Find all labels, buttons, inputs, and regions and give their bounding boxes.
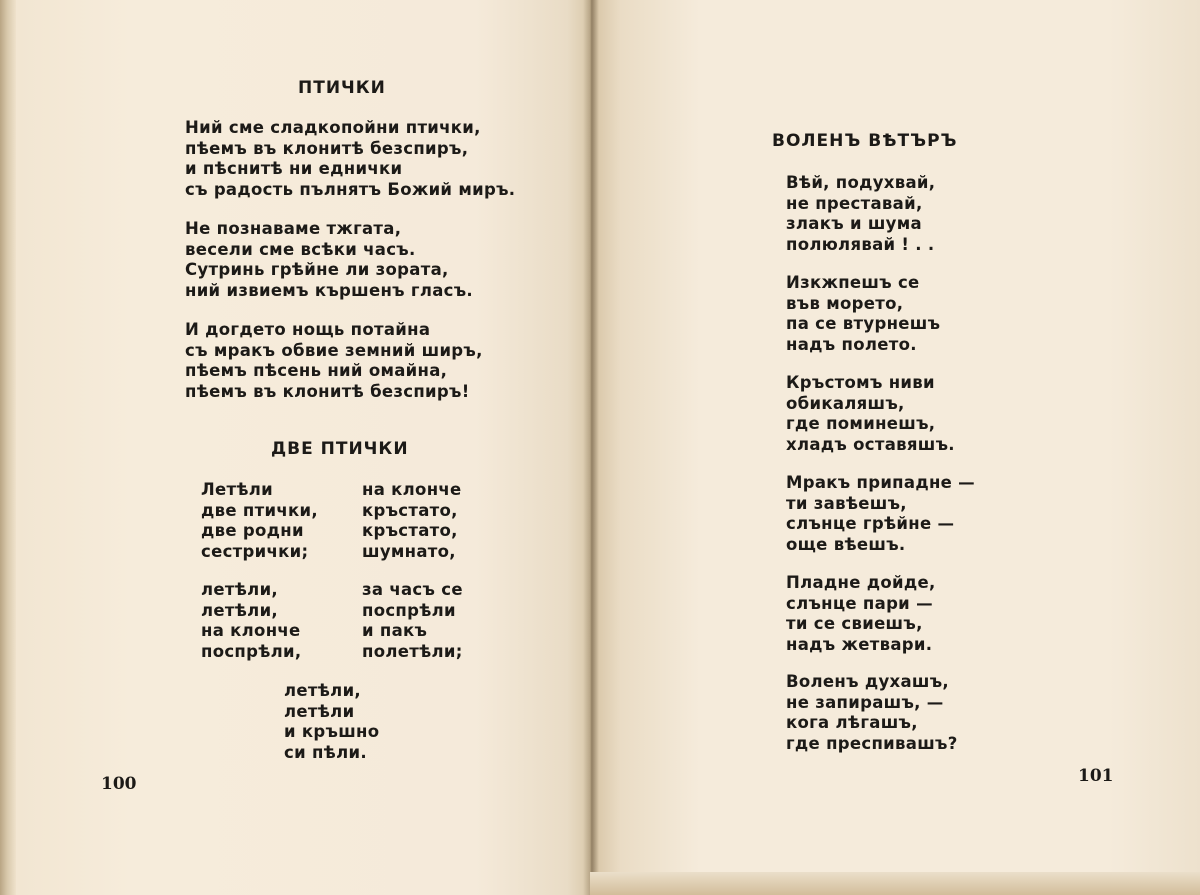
poem-line: кръстато, bbox=[362, 500, 458, 520]
poem-line: две родни bbox=[201, 521, 304, 540]
poem-line: ний извиемъ кършенъ гласъ. bbox=[185, 280, 473, 300]
poem-line: и кръшно bbox=[284, 722, 380, 741]
poem-line: пѣемъ въ клонитѣ безспиръ! bbox=[185, 381, 470, 401]
poem-line: летѣли, bbox=[284, 681, 361, 700]
poem-line: кога лѣгашъ, bbox=[786, 713, 918, 732]
poem-line: летѣли, bbox=[201, 580, 278, 599]
poem-line: поспрѣли, bbox=[201, 641, 302, 661]
poem-line: и пакъ bbox=[362, 621, 428, 640]
poem-line: Сутринь грѣйне ли зората, bbox=[185, 260, 449, 279]
poem-line: пѣемъ пѣсень ний омайна, bbox=[185, 361, 448, 380]
poem-stanza bbox=[786, 473, 975, 555]
poem-line: още вѣешъ. bbox=[786, 534, 906, 554]
poem-line: Летѣли bbox=[201, 480, 274, 499]
poem-line: пѣемъ въ клонитѣ безспиръ, bbox=[185, 138, 469, 158]
poem-line: за часъ се bbox=[362, 580, 463, 599]
poem-line: ти завѣешъ, bbox=[786, 493, 907, 513]
page-number-left: 100 bbox=[101, 774, 137, 794]
poem-line: съ радость пълнятъ Божий миръ. bbox=[185, 179, 516, 199]
poem-line: на клонче bbox=[362, 480, 462, 499]
poem-line: летѣли bbox=[284, 701, 355, 721]
poem-line: летѣли, bbox=[201, 600, 278, 620]
poem-title-ptichki: ПТИЧКИ bbox=[298, 78, 386, 98]
poem-line: на клонче bbox=[201, 621, 301, 640]
poem-stanza bbox=[185, 320, 483, 402]
poem-line: Ний сме сладкопойни птички, bbox=[185, 118, 481, 137]
poem-stanza-col2 bbox=[362, 580, 463, 662]
poem-line: надъ полето. bbox=[786, 334, 917, 354]
poem-stanza-col2 bbox=[362, 480, 462, 562]
poem-stanza bbox=[786, 672, 958, 754]
book-gutter bbox=[583, 0, 599, 895]
poem-line: сестрички; bbox=[201, 541, 309, 561]
book-edge bbox=[0, 0, 16, 895]
poem-line: си пѣли. bbox=[284, 742, 367, 762]
poem-line: Воленъ духашъ, bbox=[786, 672, 949, 691]
poem-line: Не познаваме тжгата, bbox=[185, 219, 402, 238]
poem-line: па се втурнешъ bbox=[786, 314, 941, 333]
poem-title-volen-vetar: ВОЛЕНЪ ВѢТЪРЪ bbox=[772, 131, 958, 151]
poem-line: във морето, bbox=[786, 293, 904, 313]
poem-stanza bbox=[786, 573, 936, 655]
poem-line: Пладне дойде, bbox=[786, 573, 936, 592]
poem-line: где поминешъ, bbox=[786, 414, 936, 433]
poem-line: Изкжпешъ се bbox=[786, 273, 920, 292]
poem-line: Кръстомъ ниви bbox=[786, 373, 935, 392]
poem-line: две птички, bbox=[201, 500, 318, 520]
poem-stanza bbox=[185, 118, 515, 200]
poem-final-stanza bbox=[284, 681, 379, 763]
poem-line: обикаляшъ, bbox=[786, 393, 905, 413]
poem-stanza bbox=[786, 173, 935, 255]
poem-title-dve-ptichki: ДВЕ ПТИЧКИ bbox=[271, 439, 409, 459]
poem-stanza bbox=[185, 219, 473, 301]
poem-line: ти се свиешъ, bbox=[786, 614, 923, 633]
poem-line: полетѣли; bbox=[362, 641, 463, 661]
poem-line: слънце пари — bbox=[786, 593, 933, 613]
poem-stanza-col1 bbox=[201, 480, 318, 562]
poem-line: Вѣй, подухвай, bbox=[786, 173, 936, 192]
poem-line: хладъ оставяшъ. bbox=[786, 434, 955, 454]
poem-line: слънце грѣйне — bbox=[786, 514, 955, 533]
poem-line: кръстато, bbox=[362, 521, 458, 540]
poem-line: шумнато, bbox=[362, 541, 456, 561]
poem-line: поспрѣли bbox=[362, 600, 456, 620]
poem-line: И догдето нощь потайна bbox=[185, 320, 431, 339]
poem-line: и пѣснитѣ ни еднички bbox=[185, 159, 403, 178]
poem-line: злакъ и шума bbox=[786, 214, 922, 233]
poem-stanza-col1 bbox=[201, 580, 301, 662]
poem-line: Мракъ припадне — bbox=[786, 473, 975, 492]
poem-line: не запирашъ, — bbox=[786, 692, 944, 712]
page-bottom-edge bbox=[590, 872, 1200, 895]
page-number-right: 101 bbox=[1078, 766, 1114, 786]
poem-line: весели сме всѣки часъ. bbox=[185, 239, 416, 259]
poem-line: полюлявай ! . . bbox=[786, 234, 935, 254]
poem-line: съ мракъ обвие земний ширъ, bbox=[185, 340, 483, 360]
poem-line: надъ жетвари. bbox=[786, 634, 933, 654]
poem-stanza bbox=[786, 373, 955, 455]
poem-line: не преставай, bbox=[786, 193, 923, 213]
poem-line: где преспивашъ? bbox=[786, 733, 958, 753]
poem-stanza bbox=[786, 273, 940, 355]
